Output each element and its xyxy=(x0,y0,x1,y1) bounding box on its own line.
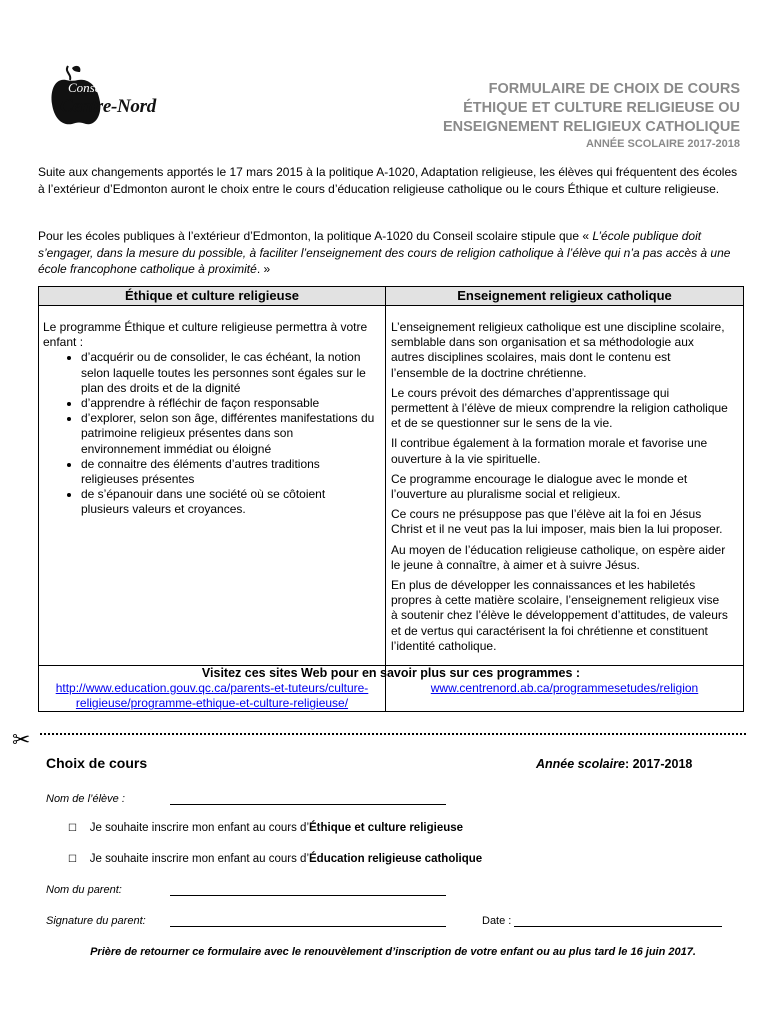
catholic-paragraph: Il contribue également à la formation morale et favorise une ouverture à la vie spirituelle. xyxy=(391,436,708,466)
return-instructions: Prière de retourner ce formulaire avec le renouvèlement d’inscription de votre enfant ou au plus tard le 16 juin 2017. xyxy=(90,946,696,958)
year-label: Année scolaire xyxy=(536,757,625,771)
date-field[interactable] xyxy=(514,914,722,927)
option-ethics-course: Éthique et culture religieuse xyxy=(309,822,464,834)
list-item: • d’acquérir ou de consolider, le cas échéant, la notion selon laquelle toutes les personnes sont égales sur le plan des droits et de la dignité xyxy=(81,350,375,396)
option-catholic-text: Je souhaite inscrire mon enfant au cours d’ xyxy=(89,853,310,865)
catholic-link[interactable] xyxy=(386,681,743,696)
course-choice-title: Choix de cours xyxy=(46,755,148,771)
title-line-3: ENSEIGNEMENT RELIGIEUX CATHOLIQUE xyxy=(442,119,740,135)
policy-text: Pour les écoles publiques à l’extérieur d’Edmonton, la politique A-1020 du Conseil scolaire stipule que « xyxy=(38,229,593,243)
option-ethics[interactable] xyxy=(68,822,463,834)
catholic-paragraph: L’enseignement religieux catholique est une discipline scolaire, semblable dans son organisation et sa méthodologie aux autres disciplines scolaires, mais dont le contenu est l’ensemble de la doctrine chrétienne. xyxy=(391,320,725,380)
catholic-paragraph: En plus de développer les connaissances et les habiletés propres à cette matière scolaire, l’enseignement religieux vise à soutenir chez l’élève le développement d’attitudes, de valeurs et de vertus qui caractérisent la foi chrétienne et constituent l’identité catholique. xyxy=(391,578,728,653)
school-board-logo xyxy=(50,62,175,132)
parent-signature-field[interactable] xyxy=(170,914,446,927)
ethics-intro: Le programme Éthique et culture religieuse permettra à votre enfant : xyxy=(43,320,368,350)
list-item: • de connaitre des éléments d’autres traditions religieuses présentes xyxy=(81,457,375,487)
year-value: : 2017-2018 xyxy=(624,757,693,771)
title-line-1: FORMULAIRE DE CHOIX DE COURS xyxy=(488,81,740,97)
column-divider xyxy=(385,287,386,698)
list-item: • de s’épanouir dans une société où se côtoient plusieurs valeurs et croyances. xyxy=(81,487,375,517)
form-title xyxy=(380,80,740,137)
catholic-link-text[interactable]: www.centrenord.ab.ca/programmesetudes/religion xyxy=(430,681,699,695)
ethics-link[interactable] xyxy=(43,681,381,711)
option-catholic-course: Éducation religieuse catholique xyxy=(309,853,483,865)
option-catholic[interactable] xyxy=(68,853,482,865)
catholic-paragraph: Au moyen de l’éducation religieuse catholique, on espère aider le jeune à connaître, à aimer et à suivre Jésus. xyxy=(391,542,726,572)
date-label: Date : xyxy=(482,915,512,927)
table-header-ethics: Éthique et culture religieuse xyxy=(39,287,385,306)
catholic-paragraph: Ce cours ne présuppose pas que l’élève ait la foi en Jésus Christ et il ne veut pas la lui imposer, mais bien la lui proposer. xyxy=(391,507,723,537)
ethics-description xyxy=(43,320,375,518)
intro-paragraph-1: Suite aux changements apportés le 17 mars 2015 à la politique A-1020, Adaptation religieuse, les élèves qui fréquentent des écoles à l’extérieur d’Edmonton auront le choix entre le cours d’éducation religieuse catholique ou le cours Éthique et culture religieuse. xyxy=(38,165,738,196)
logo-line-2: Centre-Nord xyxy=(60,96,156,117)
school-year-heading: ANNÉE SCOLAIRE 2017-2018 xyxy=(585,138,740,150)
ethics-goals-list xyxy=(43,350,375,517)
policy-text-end: . » xyxy=(256,262,271,276)
intro-paragraph-2 xyxy=(38,228,742,278)
ethics-link-line-2[interactable]: religieuse/programme-ethique-et-culture-religieuse/ xyxy=(75,696,349,711)
option-ethics-text: Je souhaite inscrire mon enfant au cours d’ xyxy=(89,822,310,834)
parent-signature-label: Signature du parent: xyxy=(46,915,146,927)
title-line-2: ÉTHIQUE ET CULTURE RELIGIEUSE OU xyxy=(463,100,740,116)
links-title: Visitez ces sites Web pour en savoir plus sur ces programmes : xyxy=(201,666,581,680)
scissors-icon: ✂ xyxy=(12,727,31,752)
course-comparison-table xyxy=(38,286,744,712)
policy-quote: L’école publique doit s’engager, dans la mesure du possible, à faciliter l’enseignement des cours de religion catholique à l’élève qui n’a pas accès à une école francophone catholique à proximité xyxy=(38,229,731,276)
catholic-description xyxy=(391,320,729,659)
parent-name-label: Nom du parent: xyxy=(46,884,122,896)
list-item: • d’apprendre à réfléchir de façon responsable xyxy=(81,396,375,411)
ethics-link-line-1[interactable]: http://www.education.gouv.qc.ca/parents-et-tuteurs/culture- xyxy=(55,681,369,695)
ethics-checkbox[interactable]: ☐ xyxy=(68,823,77,834)
catholic-paragraph: Le cours prévoit des démarches d’apprentissage qui permettent à l’élève de mieux comprendre la religion catholique et de se questionner sur le sens de la vie. xyxy=(391,385,728,431)
cut-line xyxy=(40,733,746,735)
catholic-paragraph: Ce programme encourage le dialogue avec le monde et l’ouverture au pluralisme social et religieux. xyxy=(391,471,688,502)
logo-line-1: Conseil scolaire xyxy=(68,80,153,95)
parent-name-field[interactable] xyxy=(170,883,446,896)
catholic-checkbox[interactable]: ☐ xyxy=(68,854,77,865)
list-item: • d’explorer, selon son âge, différentes manifestations du patrimoine religieux présentes dans son environnement immédiat ou éloigné xyxy=(81,411,375,457)
student-name-label: Nom de l’élève : xyxy=(46,793,125,805)
student-name-field[interactable] xyxy=(170,792,446,805)
table-header-catholic: Enseignement religieux catholique xyxy=(386,287,743,306)
form-school-year xyxy=(536,757,692,771)
